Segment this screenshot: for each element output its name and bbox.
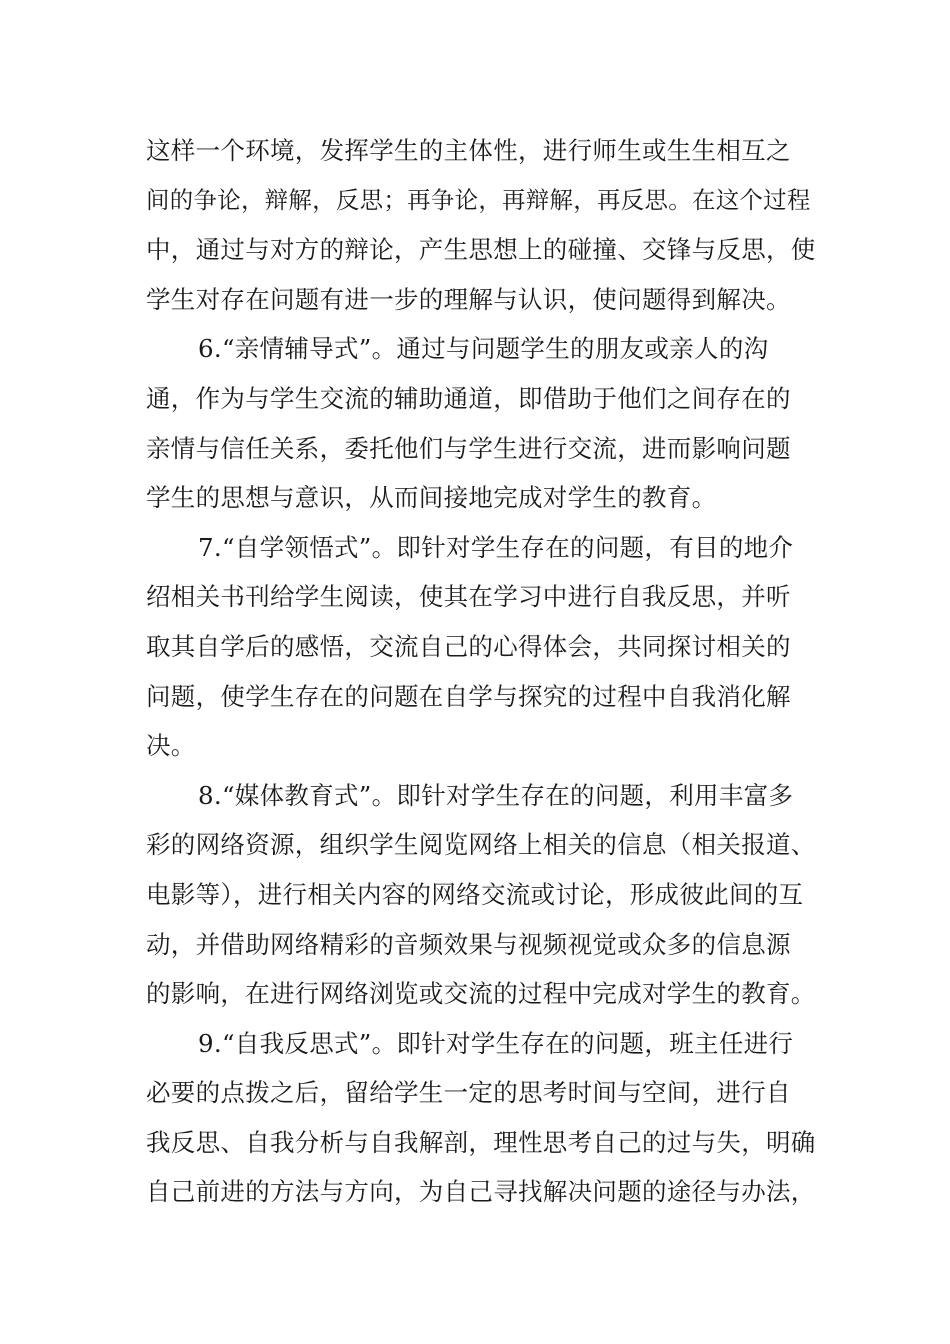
text-line: 学生的思想与意识，从而间接地完成对学生的教育。: [146, 483, 717, 513]
text-line: 决。: [146, 731, 196, 761]
text-line: 彩的网络资源，组织学生阅览网络上相关的信息（相关报道、: [146, 830, 816, 860]
paragraph-start-6: 6.“亲情辅导式”。通过与问题学生的朋友或亲人的沟: [198, 334, 769, 364]
text-line: 学生对存在问题有进一步的理解与认识，使问题得到解决。: [146, 284, 791, 314]
paragraph-start-8: 8.“媒体教育式”。即针对学生存在的问题，利用丰富多: [198, 780, 794, 810]
text-line: 间的争论，辩解，反思；再争论，再辩解，再反思。在这个过程: [146, 185, 811, 214]
text-line: 通，作为与学生交流的辅助通道，即借助于他们之间存在的: [146, 383, 791, 413]
paragraph-start-7: 7.“自学领悟式”。即针对学生存在的问题，有目的地介: [198, 532, 794, 562]
text-line: 中，通过与对方的辩论，产生思想上的碰撞、交锋与反思，使: [146, 235, 816, 265]
text-line: 动，并借助网络精彩的音频效果与视频视觉或众多的信息源: [146, 929, 791, 959]
text-line: 我反思、自我分析与自我解剖，理性思考自己的过与失，明确: [146, 1127, 816, 1157]
text-line: 这样一个环境，发挥学生的主体性，进行师生或生生相互之: [146, 136, 791, 165]
text-line: 绍相关书刊给学生阅读，使其在学习中进行自我反思，并听: [146, 582, 791, 612]
text-line: 必要的点拨之后，留给学生一定的思考时间与空间，进行自: [146, 1078, 791, 1108]
text-line: 取其自学后的感悟，交流自己的心得体会，共同探讨相关的: [146, 631, 791, 661]
paragraph-start-9: 9.“自我反思式”。即针对学生存在的问题，班主任进行: [198, 1028, 794, 1058]
text-line: 亲情与信任关系，委托他们与学生进行交流，进而影响问题: [146, 433, 791, 463]
text-line: 电影等），进行相关内容的网络交流或讨论，形成彼此间的互: [146, 879, 804, 909]
text-line: 的影响，在进行网络浏览或交流的过程中完成对学生的教育。: [146, 979, 816, 1009]
text-line: 自己前进的方法与方向，为自己寻找解决问题的途径与办法，: [146, 1177, 816, 1207]
text-line: 问题，使学生存在的问题在自学与探究的过程中自我消化解: [146, 681, 791, 711]
body-text: [146, 126, 816, 1217]
